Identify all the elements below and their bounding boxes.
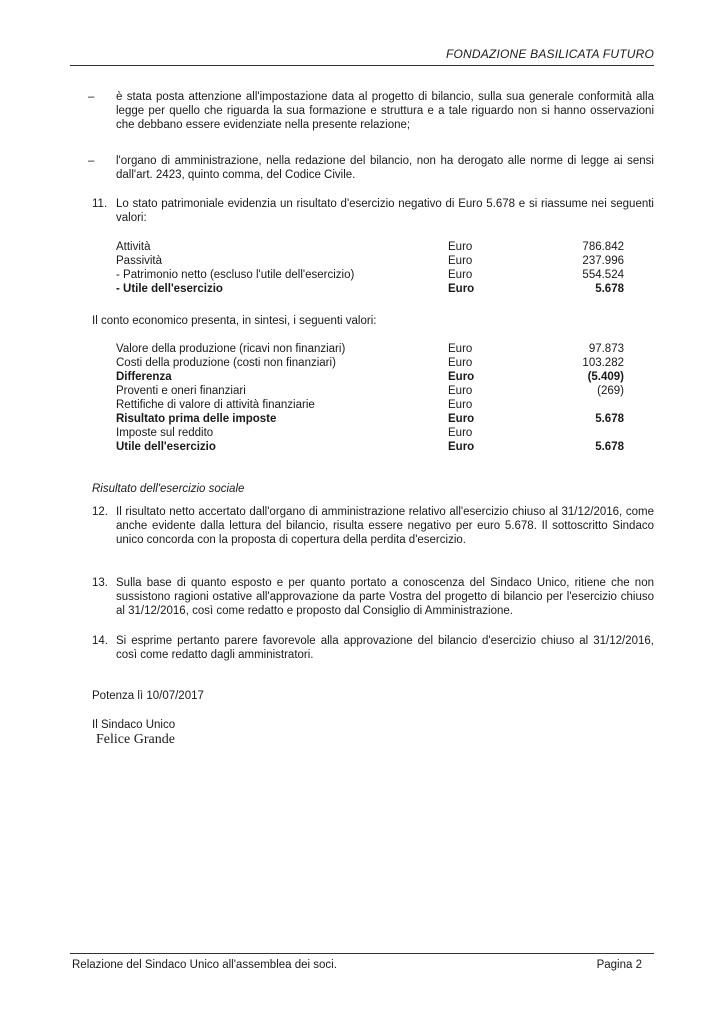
bullet-dash: – <box>88 91 95 103</box>
balance-table <box>116 240 624 296</box>
row-currency: Euro <box>448 399 473 411</box>
place-date: Potenza lì 10/07/2017 <box>92 690 204 702</box>
row-currency: Euro <box>448 413 475 425</box>
table-row <box>116 268 624 282</box>
item-number: 13. <box>92 577 108 589</box>
row-value: 5.678 <box>595 283 624 295</box>
page-number: Pagina 2 <box>596 959 642 971</box>
bullet-text: l'organo di amministrazione, nella redazione del bilancio, non ha derogato alle norme di legge ai sensi dall'art. 2423, quinto comma, del Codice Civile. <box>116 155 654 181</box>
row-currency: Euro <box>448 385 473 397</box>
row-currency: Euro <box>448 371 475 383</box>
row-value: 237.996 <box>582 255 624 267</box>
table-row <box>116 254 624 268</box>
bullet-item <box>70 90 654 132</box>
section-title: Risultato dell'esercizio sociale <box>92 483 245 495</box>
bullet-item <box>70 154 654 182</box>
footer-title: Relazione del Sindaco Unico all'assemblea dei soci. <box>72 959 337 971</box>
page-header <box>70 47 654 66</box>
row-label: Differenza <box>116 371 172 383</box>
item-number: 11. <box>92 198 108 210</box>
signer-name: Felice Grande <box>96 732 175 747</box>
numbered-item-12 <box>70 505 654 547</box>
row-currency: Euro <box>448 241 473 253</box>
row-value: 103.282 <box>582 357 624 369</box>
numbered-item-11 <box>70 197 654 225</box>
numbered-item-13 <box>70 576 654 618</box>
header-rule <box>70 65 654 66</box>
row-label: - Patrimonio netto (escluso l'utile dell'esercizio) <box>116 269 355 281</box>
row-value: 786.842 <box>582 241 624 253</box>
header-title: FONDAZIONE BASILICATA FUTURO <box>445 47 654 61</box>
row-currency: Euro <box>448 427 473 439</box>
numbered-item-14 <box>70 634 654 662</box>
row-currency: Euro <box>448 343 473 355</box>
signer-role: Il Sindaco Unico <box>92 719 176 731</box>
item-text: Lo stato patrimoniale evidenzia un risultato d'esercizio negativo di Euro 5.678 e si riassume nei seguenti valori: <box>116 198 654 224</box>
row-currency: Euro <box>448 255 473 267</box>
row-label: Passività <box>116 255 163 267</box>
row-value: (269) <box>597 385 624 397</box>
table-row <box>116 398 624 412</box>
row-label: Risultato prima delle imposte <box>116 413 277 425</box>
row-label: Rettifiche di valore di attività finanziarie <box>116 399 315 411</box>
table-row <box>116 370 624 384</box>
income-table <box>116 342 624 454</box>
row-label: Costi della produzione (costi non finanziari) <box>116 357 336 369</box>
row-value: (5.409) <box>587 371 624 383</box>
row-label: - Utile dell'esercizio <box>116 283 223 295</box>
table-row <box>116 384 624 398</box>
row-currency: Euro <box>448 269 473 281</box>
item-text: Sulla base di quanto esposto e per quanto portato a conoscenza del Sindaco Unico, ritiene che non sussistono ragioni ostative all'approvazione da parte Vostra del progetto di bilancio per l'esercizio chiuso al 31/12/2016, così come redatto e proposto dal Consiglio di Amministrazione. <box>116 577 654 617</box>
item-number: 14. <box>92 635 108 647</box>
row-label: Attività <box>116 241 151 253</box>
row-value: 5.678 <box>595 441 624 453</box>
row-value: 554.524 <box>582 269 624 281</box>
item-text: Il risultato netto accertato dall'organo di amministrazione relativo all'esercizio chiuso al 31/12/2016, come anche evidente dalla lettura del bilancio, risulta essere negativo per euro 5.678. Il sottoscritto Sindaco unico concorda con la proposta di copertura della perdita d'esercizio. <box>116 506 654 546</box>
table-row <box>116 282 624 296</box>
row-currency: Euro <box>448 283 475 295</box>
table-row <box>116 440 624 454</box>
table-row <box>116 240 624 254</box>
table-row <box>116 342 624 356</box>
item-text: Si esprime pertanto parere favorevole alla approvazione del bilancio d'esercizio chiuso al 31/12/2016, così come redatto dagli amministratori. <box>116 635 654 661</box>
row-label: Proventi e oneri finanziari <box>116 385 246 397</box>
table-row <box>116 426 624 440</box>
bullet-dash: – <box>88 155 95 167</box>
page-footer <box>70 953 654 972</box>
row-value: 97.873 <box>588 343 624 355</box>
row-label: Utile dell'esercizio <box>116 441 216 453</box>
row-currency: Euro <box>448 441 475 453</box>
row-label: Imposte sul reddito <box>116 427 214 439</box>
row-label: Valore della produzione (ricavi non finanziari) <box>116 343 346 355</box>
income-intro: Il conto economico presenta, in sintesi, i seguenti valori: <box>92 315 377 327</box>
row-value: 5.678 <box>595 413 624 425</box>
table-row <box>116 356 624 370</box>
footer-rule <box>70 953 654 954</box>
bullet-text: è stata posta attenzione all'impostazione data al progetto di bilancio, sulla sua generale conformità alla legge per quello che riguarda la sua formazione e struttura e a tale riguardo non si hanno osservazioni che debbano essere evidenziate nella presente relazione; <box>116 91 654 131</box>
table-row <box>116 412 624 426</box>
item-number: 12. <box>92 506 108 518</box>
row-currency: Euro <box>448 357 473 369</box>
